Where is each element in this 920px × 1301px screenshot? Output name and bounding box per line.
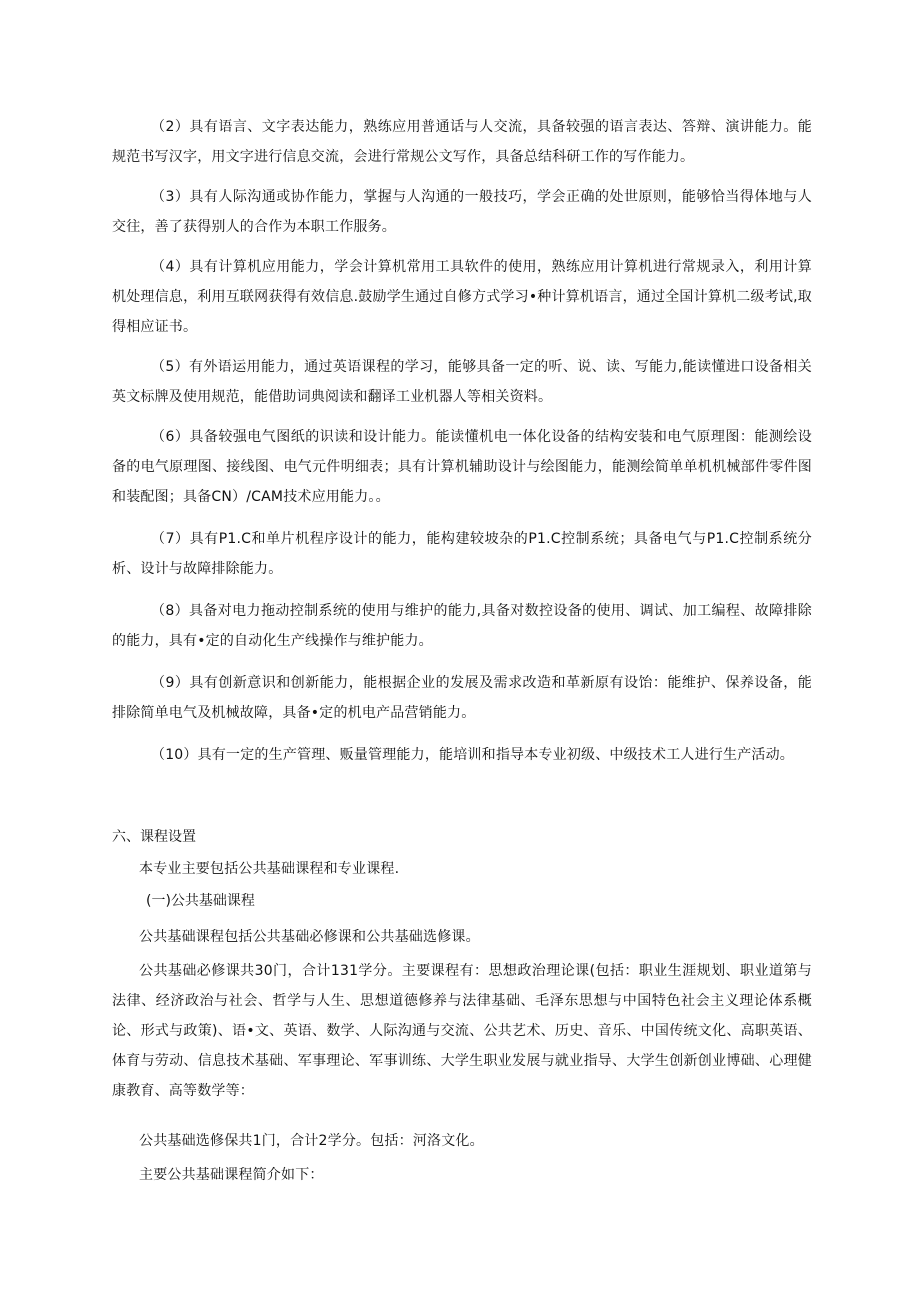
ability-item-9: （9）具有创新意识和创新能力，能根据企业的发展及需求改造和革新原有设饴：能维护、保养设备，能排除简单电气及机械故障，具备•定的机电产品营销能力。	[112, 675, 812, 721]
paragraph-elective-courses: 公共基础选修保共1门，合计2学分。包括：河洛文化。	[139, 1133, 484, 1149]
paragraph-course-intro: 主要公共基础课程简介如下：	[139, 1167, 324, 1183]
section-title: 六、课程设置	[112, 829, 196, 845]
ability-item-7: （7）具有P1.C和单片机程序设计的能力，能构建较坡杂的P1.C控制系统；具备电气与P1.C控制系统分析、设计与故障排除能力。	[112, 531, 812, 577]
section-intro: 本专业主要包括公共基础课程和专业课程.	[139, 861, 400, 877]
ability-item-2: （2）具有语言、文字表达能力，熟练应用普通话与人交流，具备较强的语言表达、答辩、演讲能力。能规范书写汉字，用文字进行信息交流，会进行常规公文写作，具备总结科研工作的写作能力。	[112, 119, 812, 165]
sub-section-title: (一)公共基础课程	[146, 893, 255, 909]
ability-item-8: （8）具备对电力拖动控制系统的使用与维护的能力,具备对数控设备的使用、调试、加工编程、故障排除的能力，具有•定的自动化生产线操作与维护能力。	[112, 603, 812, 649]
ability-item-4: （4）具有计算机应用能力，学会计算机常用工具软件的使用，熟练应用计算机进行常规录入，利用计算机处理信息，利用互联网获得有效信息.鼓励学生通过自修方式学习•种计算机语言，通过全国计算机二级考试,取得相应证书。	[112, 259, 812, 335]
paragraph-course-types: 公共基础课程包括公共基础必修课和公共基础选修课。	[139, 929, 480, 945]
ability-item-5: （5）有外语运用能力，通过英语课程的学习，能够具备一定的听、说、读、写能力,能读懂进口设备相关英文标牌及使用规范，能借助词典阅读和翻译工业机器人等相关资料。	[112, 359, 812, 405]
ability-item-6: （6）具备较强电气图纸的识读和设计能力。能读懂机电一体化设备的结构安装和电气原理图：能测绘设备的电气原理图、接线图、电气元件明细表；具有计算机辅助设计与绘图能力，能测绘简单单机机械部件零件图和装配图；具备CN）/CAM技术应用能力。。	[112, 429, 812, 505]
ability-item-3: （3）具有人际沟通或协作能力，掌握与人沟通的一般技巧，学会正确的处世原则，能够恰当得体地与人交往，善了获得别人的合作为本职工作服务。	[112, 189, 812, 235]
paragraph-required-courses: 公共基础必修课共30门，合计131学分。主要课程有：思想政治理论课(包括：职业生涯规划、职业道第与法律、经济政治与社会、哲学与人生、思想道德修养与法律基础、毛泽东思想与中国特色社会主义理论体系概论、形式与政策)、语•文、英语、数学、人际沟通与交流、公共艺术、历史、音乐、中国传统文化、高职英语、体育与劳动、信息技术基础、军事理论、军事训练、大学生职业发展与就业指导、大学生创新创业博础、心理健康教育、高等数学等：	[112, 963, 812, 1099]
ability-item-10: （10）具有一定的生产管理、贩量管理能力，能培训和指导本专业初级、中级技术工人进行生产活动。	[151, 747, 795, 763]
